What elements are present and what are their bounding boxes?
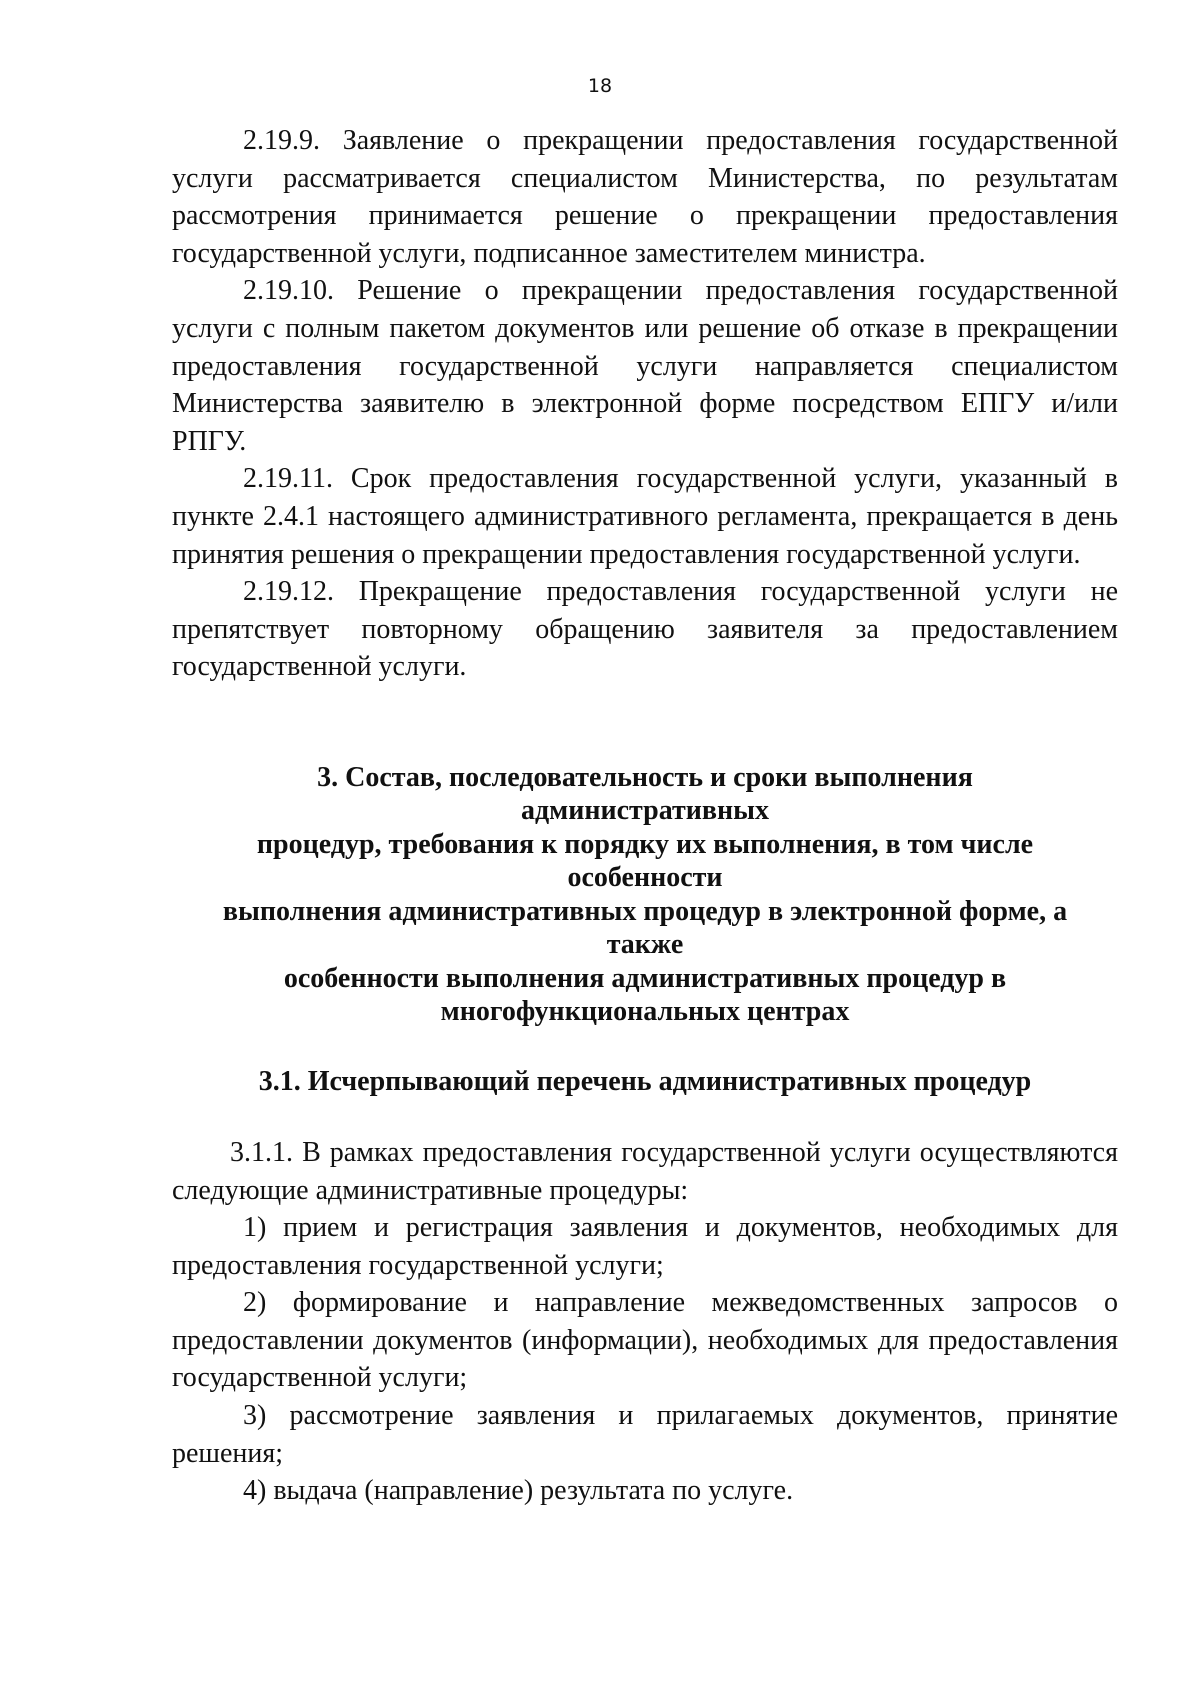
document-body <box>172 122 1118 1510</box>
subsection-3-1-heading: 3.1. Исчерпывающий перечень административных процедур <box>258 1065 1032 1097</box>
section-heading-line: 3. Состав, последовательность и сроки выполнения административных <box>317 761 973 827</box>
section-3-heading <box>172 761 1118 1029</box>
procedure-item-2: 2) формирование и направление межведомственных запросов о предоставлении документов (информации), необходимых для предоставления государственной услуги; <box>172 1287 1118 1394</box>
procedure-item-4: 4) выдача (направление) результата по услуге. <box>243 1475 794 1507</box>
section-spacer <box>172 686 1118 761</box>
subheading-spacer <box>172 1100 1118 1134</box>
section-heading-line: выполнения административных процедур в электронной форме, а также <box>222 895 1068 961</box>
paragraph-3-1-1: 3.1.1. В рамках предоставления государственной услуги осуществляются следующие административные процедуры: <box>172 1136 1118 1206</box>
section-heading-line: многофункциональных центрах <box>440 996 850 1028</box>
procedure-item-3: 3) рассмотрение заявления и прилагаемых документов, принятие решения; <box>172 1400 1118 1469</box>
paragraph-2-19-11: 2.19.11. Срок предоставления государственной услуги, указанный в пункте 2.4.1 настоящего административного регламента, прекращается в день принятия решения о прекращении предоставления государственной услуги. <box>172 463 1118 570</box>
procedure-item-1: 1) прием и регистрация заявления и документов, необходимых для предоставления государственной услуги; <box>172 1212 1118 1281</box>
paragraph-2-19-10: 2.19.10. Решение о прекращении предоставления государственной услуги с полным пакетом документов или решение об отказе в прекращении предоставления государственной услуги направляется специалистом Министерства заявителю в электронной форме посредством ЕПГУ и/или РПГУ. <box>172 275 1118 457</box>
page-number: 18 <box>587 75 613 97</box>
heading-spacer <box>172 1029 1118 1063</box>
section-heading-line: процедур, требования к порядку их выполнения, в том числе особенности <box>256 828 1034 894</box>
paragraph-2-19-12: 2.19.12. Прекращение предоставления государственной услуги не препятствует повторному обращению заявителя за предоставлением государственной услуги. <box>172 576 1118 683</box>
paragraph-2-19-9: 2.19.9. Заявление о прекращении предоставления государственной услуги рассматривается специалистом Министерства, по результатам рассмотрения принимается решение о прекращении предоставления государственной услуги, подписанное заместителем министра. <box>172 125 1118 269</box>
section-heading-line: особенности выполнения административных процедур в <box>283 962 1007 994</box>
